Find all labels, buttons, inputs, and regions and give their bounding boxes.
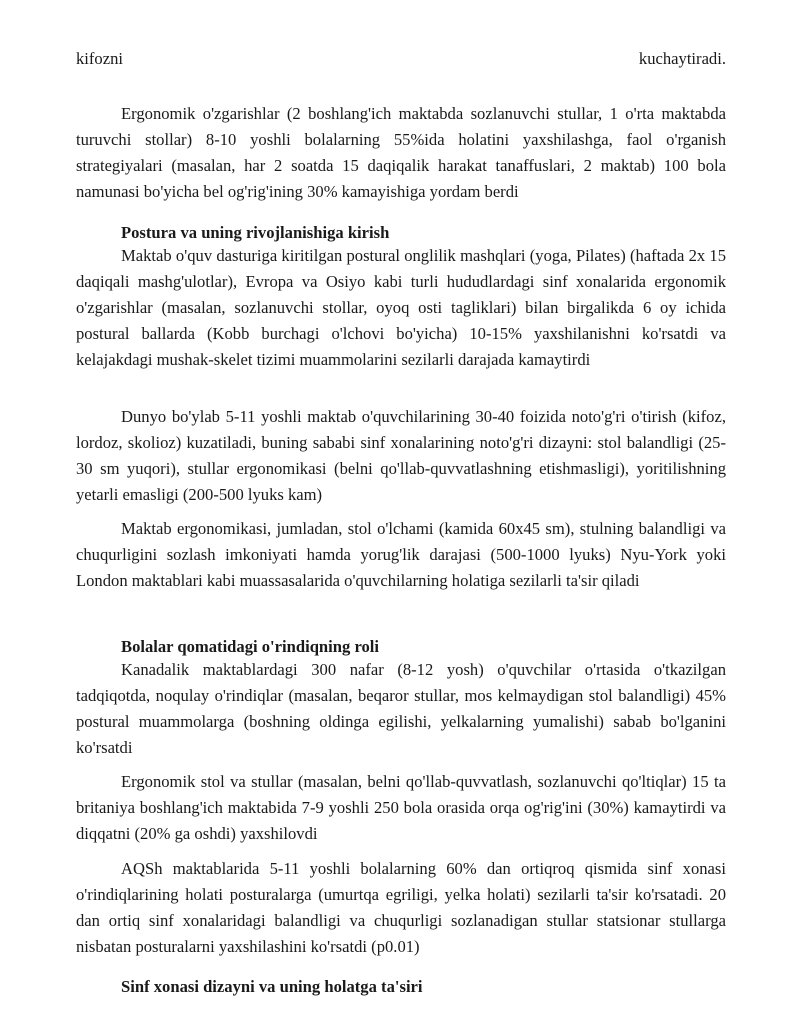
continuation-left-word: kifozni xyxy=(76,49,124,68)
continuation-right-word: kuchaytiradi. xyxy=(638,49,726,68)
paragraph-global-sitting: Dunyo bo'ylab 5-11 yoshli maktab o'quvchilarining 30-40 foizida noto'g'ri o'tirish (kifoz, lordoz, skolioz) kuzatiladi, buning sababi sinf xonalarining noto'g'ri dizayni: stol balandligi (25-30 sm yuqori), stullar ergonomikasi (belni qo'llab-quvvatlashning etishmasligi), yoritilishning yetarli emasligi (200-500 lyuks kam) xyxy=(76,407,726,504)
paragraph-ergonomic-changes: Ergonomik o'zgarishlar (2 boshlang'ich maktabda sozlanuvchi stullar, 1 o'rta maktabda turuvchi stollar) 8-10 yoshli bolalarning 55%ida holatini yaxshilashga, faol o'rganish strategiyalari (masalan, har 2 soatda 15 daqiqalik harakat tanaffuslari, 2 maktab) 100 bola namunasi bo'yicha bel og'rig'ining 30% kamayishiga yordam berdi xyxy=(76,104,726,201)
paragraph-canadian-study: Kanadalik maktablardagi 300 nafar (8-12 yosh) o'quvchilar o'rtasida o'tkazilgan tadqiqotda, noqulay o'rindiqlar (masalan, beqaror stullar, mos kelmaydigan stol balandligi) 45% postural muammolarga (boshning oldinga egilishi, yelkalarning yumalishi) sabab bo'lganini ko'rsatdi xyxy=(76,660,726,757)
paragraph-school-ergonomics: Maktab ergonomikasi, jumladan, stol o'lchami (kamida 60x45 sm), stulning balandligi va chuqurligini sozlash imkoniyati hamda yorug'lik darajasi (500-1000 lyuks) Nyu-York yoki London maktablari kabi muassasalarida o'quvchilarning holatiga sezilarli ta'sir qiladi xyxy=(76,519,726,590)
section-heading-classroom-design: Sinf xonasi dizayni va uning holatga ta'siri xyxy=(121,977,423,996)
section-heading-posture-intro: Postura va uning rivojlanishiga kirish xyxy=(121,223,390,242)
paragraph-posture-exercises: Maktab o'quv dasturiga kiritilgan postural onglilik mashqlari (yoga, Pilates) (haftada 2x 15 daqiqali mashg'ulotlar), Evropa va Osiyo kabi turli hududlardagi sinf xonalarida ergonomik o'zgarishlar (masalan, sozlanuvchi stollar, oyoq osti tagliklari) bilan birgalikda 6 oy ichida postural ballarda (Kobb burchagi o'lchovi bo'yicha) 10-15% yaxshilanishni ko'rsatdi va kelajakdagi mushak-skelet tizimi muammolarini sezilarli darajada kamaytirdi xyxy=(76,246,726,369)
paragraph-usa-schools: AQSh maktablarida 5-11 yoshli bolalarning 60% dan ortiqroq qismida sinf xonasi o'rindiqlarining holati posturalarga (umurtqa egriligi, yelka holati) sezilarli ta'sir ko'rsatadi. 20 dan ortiq sinf xonalaridagi balandligi va chuqurligi sozlanadigan stullar statsionar stullarga nisbatan posturalarni yaxshilashini ko'rsatdi (p0.01) xyxy=(76,859,726,956)
paragraph-british-schools: Ergonomik stol va stullar (masalan, belni qo'llab-quvvatlash, sozlanuvchi qo'ltiqlar) 15 ta britaniya boshlang'ich maktabida 7-9 yoshli 250 bola orasida orqa og'rig'ini (30%) kamaytirdi va diqqatni (20% ga oshdi) yaxshilovdi xyxy=(76,772,726,843)
section-heading-seating-role: Bolalar qomatidagi o'rindiqning roli xyxy=(121,637,380,656)
continuation-line xyxy=(76,48,726,70)
